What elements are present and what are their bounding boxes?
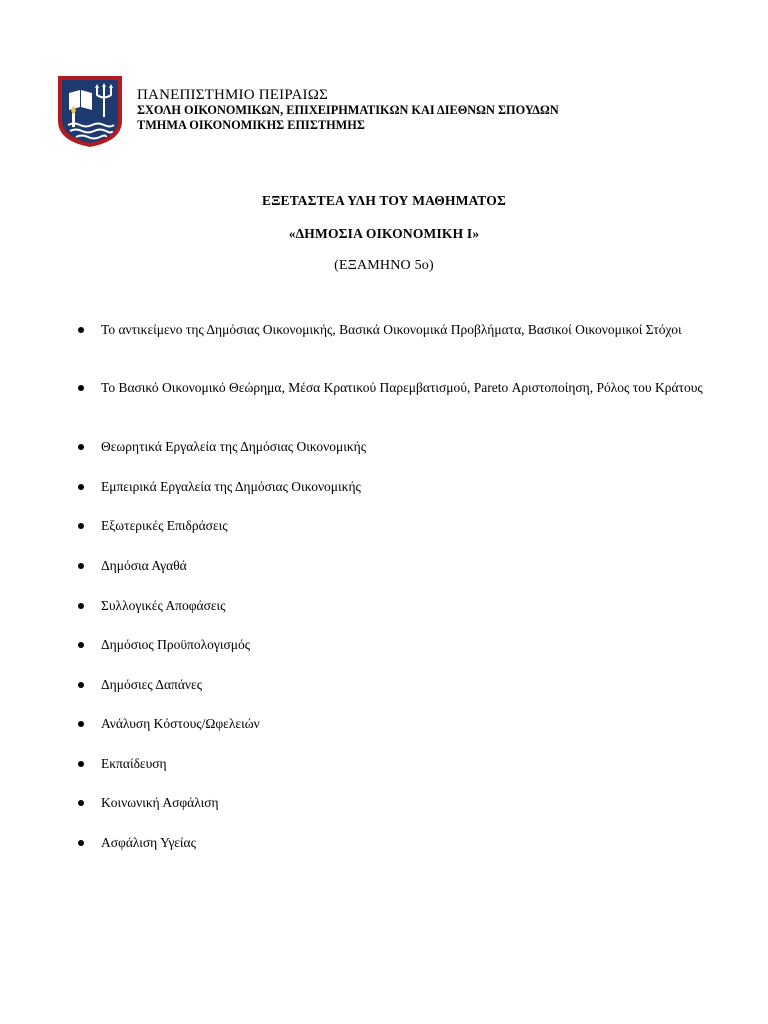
topic-text: Δημόσιες Δαπάνες — [101, 677, 203, 692]
topic-item — [78, 477, 714, 497]
university-name: ΠΑΝΕΠΙΣΤΗΜΙΟ ΠΕΙΡΑΙΩΣ — [137, 87, 329, 103]
bullet-icon — [78, 327, 84, 333]
bullet-icon — [78, 682, 84, 688]
document-header — [54, 73, 714, 149]
topic-text: Εμπειρικά Εργαλεία της Δημόσιας Οικονομικής — [101, 479, 361, 494]
topic-item — [78, 556, 714, 576]
topic-item — [78, 378, 714, 398]
topic-text: Ανάλυση Κόστους/Ωφελειών — [101, 716, 260, 731]
topic-text: Το Βασικό Οικονομικό Θεώρημα, Μέσα Κρατικού Παρεμβατισμού, Pareto Αριστοποίηση, Ρόλος του Κράτους — [101, 380, 703, 395]
topic-item — [78, 754, 714, 774]
bullet-icon — [78, 484, 84, 490]
bullet-icon — [78, 444, 84, 450]
topic-item — [78, 793, 714, 813]
topic-item — [78, 635, 714, 655]
topic-text: Εξωτερικές Επιδράσεις — [101, 518, 228, 533]
topic-text: Δημόσια Αγαθά — [101, 558, 187, 573]
bullet-icon — [78, 385, 84, 391]
topic-item — [78, 437, 714, 457]
topic-item — [78, 714, 714, 734]
topic-text: Κοινωνική Ασφάλιση — [101, 795, 219, 810]
bullet-icon — [78, 563, 84, 569]
semester-label: (ΕΞΑΜΗΝΟ 5ο) — [334, 258, 434, 273]
bullet-icon — [78, 761, 84, 767]
topic-text: Συλλογικές Αποφάσεις — [101, 598, 226, 613]
document-title: ΕΞΕΤΑΣΤΕΑ ΥΛΗ ΤΟΥ ΜΑΘΗΜΑΤΟΣ — [262, 193, 506, 208]
bullet-icon — [78, 721, 84, 727]
course-title: «ΔΗΜΟΣΙΑ ΟΙΚΟΝΟΜΙΚΗ Ι» — [288, 226, 480, 241]
topic-text: Το αντικείμενο της Δημόσιας Οικονομικής, Βασικά Οικονομικά Προβλήματα, Βασικοί Οικονομικοί Στόχοι — [101, 322, 682, 337]
bullet-icon — [78, 642, 84, 648]
topic-text: Ασφάλιση Υγείας — [101, 835, 196, 850]
bullet-icon — [78, 800, 84, 806]
topic-item — [78, 833, 714, 853]
topic-text: Δημόσιος Προϋπολογισμός — [101, 637, 251, 652]
department-name: ΤΜΗΜΑ ΟΙΚΟΝΟΜΙΚΗΣ ΕΠΙΣΤΗΜΗΣ — [137, 118, 365, 132]
topic-item — [78, 675, 714, 695]
topic-item — [78, 596, 714, 616]
university-logo — [54, 73, 126, 149]
topic-text: Θεωρητικά Εργαλεία της Δημόσιας Οικονομικής — [101, 439, 367, 454]
bullet-icon — [78, 523, 84, 529]
topic-text: Εκπαίδευση — [101, 756, 167, 771]
university-crest-icon — [54, 73, 126, 149]
topic-item — [78, 320, 714, 340]
school-name: ΣΧΟΛΗ ΟΙΚΟΝΟΜΙΚΩΝ, ΕΠΙΧΕΙΡΗΜΑΤΙΚΩΝ ΚΑΙ ΔΙΕΘΝΩΝ ΣΠΟΥΔΩΝ — [137, 103, 559, 117]
topic-item — [78, 516, 714, 536]
bullet-icon — [78, 840, 84, 846]
university-identity — [137, 87, 717, 133]
bullet-icon — [78, 603, 84, 609]
